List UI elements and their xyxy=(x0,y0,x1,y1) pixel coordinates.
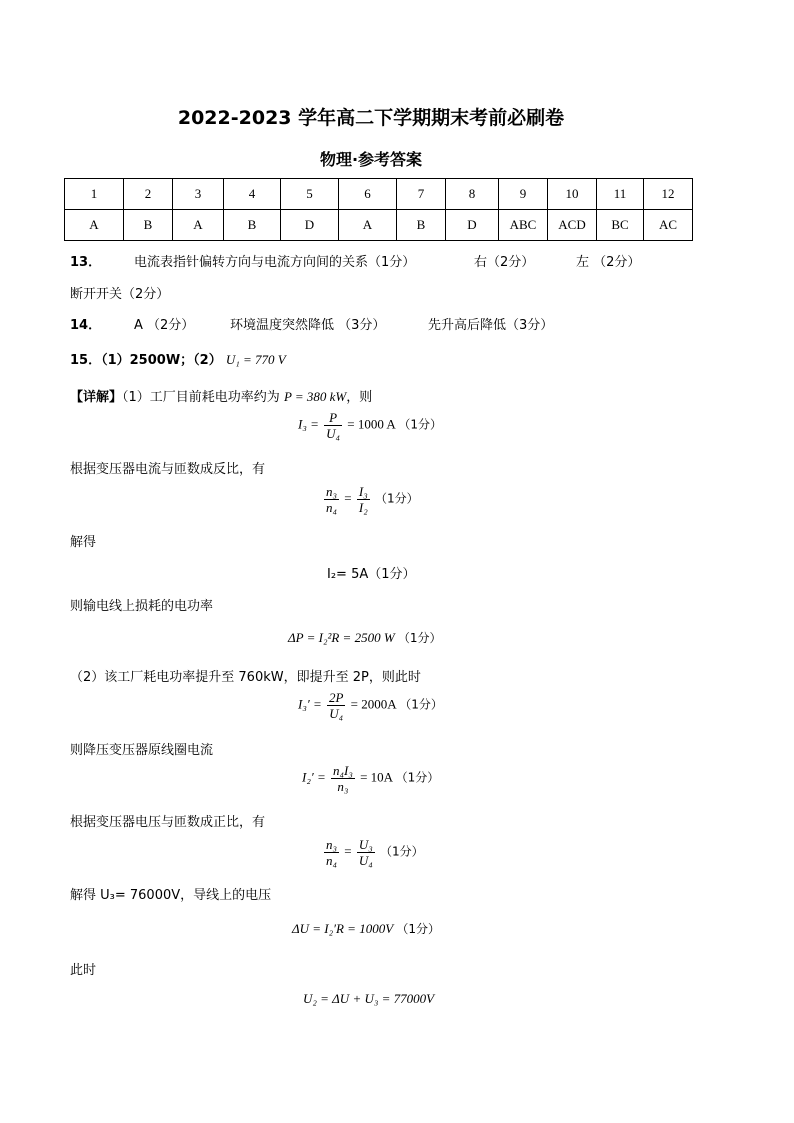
answer-table-number-cell: 1 xyxy=(65,179,124,210)
eq6-rhs: = 10A xyxy=(360,769,393,785)
eq2-right-numerator: I₃ xyxy=(358,484,368,499)
answer-table-answer-row xyxy=(65,210,693,241)
answer-table-answer-cell: D xyxy=(446,210,499,241)
equation-8 xyxy=(292,920,440,937)
eq1-numerator: P xyxy=(324,410,342,426)
eq2-right-denominator: I₂ xyxy=(358,500,368,515)
eq6-lhs: I₂′ = xyxy=(302,769,326,785)
answer-table-number-cell: 12 xyxy=(644,179,693,210)
answer-table-answer-cell: AC xyxy=(644,210,693,241)
eq7-right-numerator: U₃ xyxy=(358,837,373,852)
eq6-numerator: n₄I₃ xyxy=(332,763,353,778)
text-at-this-time: 此时 xyxy=(70,963,97,978)
eq1-denominator: U₄ xyxy=(326,426,341,441)
equation-4 xyxy=(288,629,442,646)
eq2-right-fraction xyxy=(357,484,370,515)
q13-answer-c: 左 （2分） xyxy=(576,255,641,270)
q13-answer-a: 电流表指针偏转方向与电流方向间的关系（1分） xyxy=(134,255,416,270)
q14-answer-c: 先升高后降低（3分） xyxy=(428,318,554,333)
eq7-right-denominator: U₄ xyxy=(358,853,373,868)
answer-table-number-cell: 7 xyxy=(397,179,446,210)
answer-table-answer-cell: A xyxy=(339,210,397,241)
eq2-left-numerator: n₃ xyxy=(326,484,338,499)
answer-table-number-cell: 6 xyxy=(339,179,397,210)
text-part2: （2）该工厂耗电功率提升至 760kW，即提升至 2P，则此时 xyxy=(70,670,421,685)
eq5-fraction xyxy=(327,690,345,721)
q14-number: 14． xyxy=(70,318,102,333)
equation-2: $\frac{\text{n₃}}{\text{n₄}}$ = $\frac{\text{I₃}}{\text{I₂}}$ （1分） xyxy=(326,484,419,515)
answer-table-answer-cell: BC xyxy=(597,210,644,241)
eq7-left-numerator: n₃ xyxy=(326,837,338,852)
answer-table-answer-cell: ABC xyxy=(499,210,548,241)
equation-1 xyxy=(298,410,442,441)
q14-answer-a: A （2分） xyxy=(134,318,195,333)
eq7-right-fraction xyxy=(357,837,375,868)
eq1-lhs: I₃ = xyxy=(298,416,319,432)
eq1-fraction xyxy=(324,410,342,441)
eq7-left-fraction xyxy=(324,837,339,868)
eq5-denominator: U₄ xyxy=(329,706,344,721)
page-subtitle: 物理·参考答案 xyxy=(319,150,423,169)
equation-3: I₂= 5A（1分） xyxy=(327,567,416,582)
answer-table-number-cell: 3 xyxy=(173,179,224,210)
detail-label: 【详解】 xyxy=(70,390,123,405)
q15-heading xyxy=(70,349,286,368)
eq6-denominator: n₃ xyxy=(337,779,349,794)
eq7-left-denominator: n₄ xyxy=(326,853,338,868)
eq8-body: ΔU = I₂′R = 1000V xyxy=(292,921,394,936)
answer-table-answer-cell: ACD xyxy=(548,210,597,241)
answer-table-number-cell: 9 xyxy=(499,179,548,210)
detail-tail: ，则 xyxy=(346,390,373,405)
q15-heading-text: 15．（1）2500W；（2） xyxy=(70,353,222,368)
answer-table-answer-cell: A xyxy=(65,210,124,241)
q14-answer-b: 环境温度突然降低 （3分） xyxy=(230,318,386,333)
eq1-rhs: = 1000 A xyxy=(347,416,396,432)
text-current-ratio: 根据变压器电流与匝数成反比，有 xyxy=(70,462,266,477)
answer-table-answer-cell: B xyxy=(224,210,281,241)
answer-table-number-cell: 5 xyxy=(281,179,339,210)
q13-answer-b: 右（2分） xyxy=(474,255,535,270)
text-solve-2: 解得 U₃= 76000V，导线上的电压 xyxy=(70,888,272,903)
answer-table-number-cell: 2 xyxy=(124,179,173,210)
equation-6 xyxy=(302,763,439,794)
answer-table-number-row xyxy=(65,179,693,210)
eq5-score: （1分） xyxy=(399,697,443,712)
q15-heading-equation: U₁ = 770 V xyxy=(225,352,286,367)
eq7-score: （1分） xyxy=(380,844,424,859)
eq5-rhs: = 2000A xyxy=(350,696,396,712)
eq4-body: ΔP = I₂²R = 2500 W xyxy=(288,630,395,645)
answer-table xyxy=(64,178,693,241)
equation-7: $\frac{\text{n₃}}{\text{n₄}}$ = $\frac{\text{U₃}}{\text{U₄}}$ （1分） xyxy=(326,837,424,868)
eq2-score: （1分） xyxy=(374,491,419,506)
eq2-left-denominator: n₄ xyxy=(326,500,338,515)
equation-9: U₂ = ΔU + U₃ = 77000V xyxy=(303,991,435,1006)
answer-table-number-cell: 8 xyxy=(446,179,499,210)
text-solve-1: 解得 xyxy=(70,535,97,550)
eq6-fraction xyxy=(331,763,355,794)
answer-table-answer-cell: B xyxy=(397,210,446,241)
eq4-score: （1分） xyxy=(397,631,442,645)
q13-answer-d: 断开开关（2分） xyxy=(70,287,170,302)
detail-equation: P = 380 kW xyxy=(283,389,347,404)
answer-table-answer-cell: D xyxy=(281,210,339,241)
answer-table-answer-cell: A xyxy=(173,210,224,241)
answer-table-answer-cell: B xyxy=(124,210,173,241)
eq5-numerator: 2P xyxy=(328,690,344,705)
text-power-loss: 则输电线上损耗的电功率 xyxy=(70,599,214,614)
answer-table-number-cell: 10 xyxy=(548,179,597,210)
detail-text: （1）工厂目前耗电功率约为 xyxy=(122,390,280,405)
text-voltage-ratio: 根据变压器电压与匝数成正比，有 xyxy=(70,815,266,830)
eq6-score: （1分） xyxy=(395,770,440,785)
answer-table-number-cell: 11 xyxy=(597,179,644,210)
eq1-score: （1分） xyxy=(398,417,442,432)
answer-table-number-cell: 4 xyxy=(224,179,281,210)
eq5-lhs: I₃′ = xyxy=(298,696,322,712)
eq8-score: （1分） xyxy=(396,922,441,936)
eq2-left-fraction xyxy=(324,484,339,515)
page-title: 2022-2023 学年高二下学期期末考前必刷卷 xyxy=(177,107,565,129)
text-primary-current: 则降压变压器原线圈电流 xyxy=(70,743,214,758)
q13-number: 13． xyxy=(70,255,102,270)
equation-5 xyxy=(298,690,443,721)
q15-detail-line xyxy=(70,386,372,405)
